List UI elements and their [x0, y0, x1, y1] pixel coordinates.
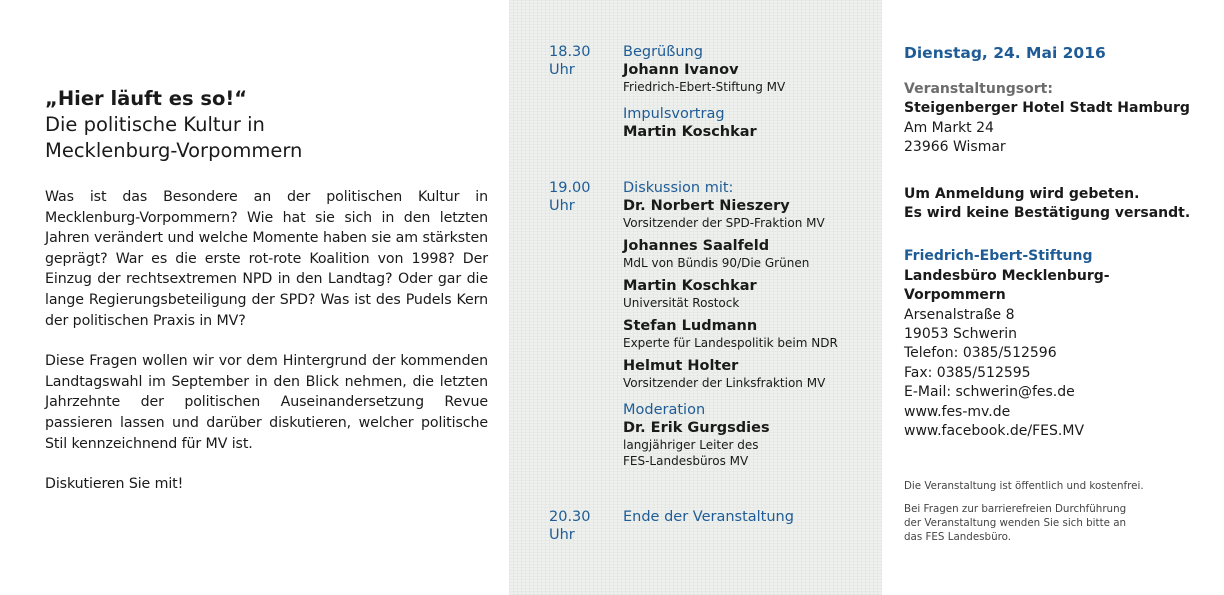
panelist: [623, 237, 873, 271]
intro-paragraph-2: Diese Fragen wollen wir vor dem Hintergrund der kommenden Landtagswahl im September in den Blick nehmen, die letzten Jahrzehnte der politischen Auseinandersetzung Revue passieren lassen und darüber diskutieren, welcher politische Stil kennzeichnend für MV ist.: [45, 353, 488, 452]
intro-paragraph-1: Was ist das Besondere an der politischen Kultur in Mecklenburg-Vorpommern? Wie hat sie sich in den letzten Jahren verändert und welche Momente haben sie am stärksten geprägt? War es die erste rot-rote Koalition von 1998? Der Einzug der rechtsextremen NPD in den Landtag? Oder gar die lange Regierungsbeteiligung der SPD? Was ist des Pudels Kern der politischen Praxis in MV?: [45, 189, 488, 329]
event-subtitle-line1: Die politische Kultur in: [45, 113, 265, 136]
panelist-name: Stefan Ludmann: [623, 318, 758, 334]
venue-block: [904, 80, 1204, 158]
panelist: [623, 277, 873, 311]
label-begruessung: Begrüßung: [623, 44, 703, 60]
organizer-phone: Telefon: 0385/512596: [904, 345, 1057, 362]
note-accessibility-line3: das FES Landesbüro.: [904, 530, 1011, 543]
venue-city: 23966 Wismar: [904, 139, 1006, 156]
intro-column: [45, 86, 488, 495]
program-panel: [509, 0, 882, 595]
event-date: Dienstag, 24. Mai 2016: [904, 44, 1106, 62]
label-moderation: Moderation: [623, 402, 706, 418]
note-free-event: Die Veranstaltung ist öffentlich und kostenfrei.: [904, 479, 1144, 492]
panelist-name: Martin Koschkar: [623, 278, 757, 294]
organizer-website-link[interactable]: www.fes-mv.de: [904, 403, 1011, 420]
panelist-name: Johannes Saalfeld: [623, 238, 770, 254]
time-1900: 19.00 Uhr: [549, 180, 591, 214]
moderator-name: Dr. Erik Gurgsdies: [623, 420, 770, 436]
registration-block: [904, 185, 1204, 224]
organizer-fax: Fax: 0385/512595: [904, 364, 1031, 381]
speaker-role: Friedrich-Ebert-Stiftung MV: [623, 80, 786, 94]
panelist-role: Vorsitzender der SPD-Fraktion MV: [623, 216, 825, 230]
organizer-street: Arsenalstraße 8: [904, 306, 1015, 323]
moderator-role-line2: FES-Landesbüros MV: [623, 454, 749, 468]
moderator-role-line1: langjähriger Leiter des: [623, 438, 759, 452]
notes-block: [904, 480, 1204, 545]
organizer-name: Friedrich-Ebert-Stiftung: [904, 248, 1093, 265]
organizer-office: Landesbüro Mecklenburg-Vorpommern: [904, 267, 1110, 304]
speaker-name: Johann Ivanov: [623, 62, 739, 78]
registration-line-2: Es wird keine Bestätigung versandt.: [904, 205, 1191, 222]
program-block-discussion: [623, 179, 873, 469]
info-column: [904, 42, 1204, 545]
panelist: [623, 197, 873, 231]
panelist-role: MdL von Bündis 90/Die Grünen: [623, 256, 810, 270]
panelist-role: Experte für Landespolitik beim NDR: [623, 336, 838, 350]
venue-label: Veranstaltungsort:: [904, 81, 1053, 97]
venue-street: Am Markt 24: [904, 119, 994, 136]
note-accessibility-line1: Bei Fragen zur barrierefreien Durchführung: [904, 503, 1127, 516]
time-2030: 20.30 Uhr: [549, 509, 591, 543]
program-block-end: [623, 508, 873, 526]
panelist: [623, 317, 873, 351]
registration-line-1: Um Anmeldung wird gebeten.: [904, 185, 1140, 202]
venue-name: Steigenberger Hotel Stadt Hamburg: [904, 100, 1190, 117]
time-1830: 18.30 Uhr: [549, 44, 591, 78]
organizer-city: 19053 Schwerin: [904, 326, 1018, 343]
intro-paragraph-3: Diskutieren Sie mit!: [45, 476, 184, 493]
label-impulsvortrag: Impulsvortrag: [623, 106, 725, 122]
panelist-name: Helmut Holter: [623, 358, 739, 374]
speaker-name: Martin Koschkar: [623, 124, 757, 140]
panelist: [623, 357, 873, 391]
organizer-block: [904, 247, 1204, 441]
panelist-name: Dr. Norbert Nieszery: [623, 198, 790, 214]
label-ende: Ende der Veranstaltung: [623, 509, 794, 525]
event-title: „Hier läuft es so!“: [45, 87, 248, 110]
program-block-welcome: [623, 43, 873, 141]
organizer-email[interactable]: E-Mail: schwerin@fes.de: [904, 384, 1075, 401]
label-diskussion: Diskussion mit:: [623, 180, 734, 196]
panelist-role: Vorsitzender der Linksfraktion MV: [623, 376, 826, 390]
event-subtitle-line2: Mecklenburg-Vorpommern: [45, 139, 303, 162]
organizer-facebook-link[interactable]: www.facebook.de/FES.MV: [904, 423, 1085, 440]
panelist-role: Universität Rostock: [623, 296, 740, 310]
note-accessibility-line2: der Veranstaltung wenden Sie sich bitte an: [904, 517, 1127, 530]
